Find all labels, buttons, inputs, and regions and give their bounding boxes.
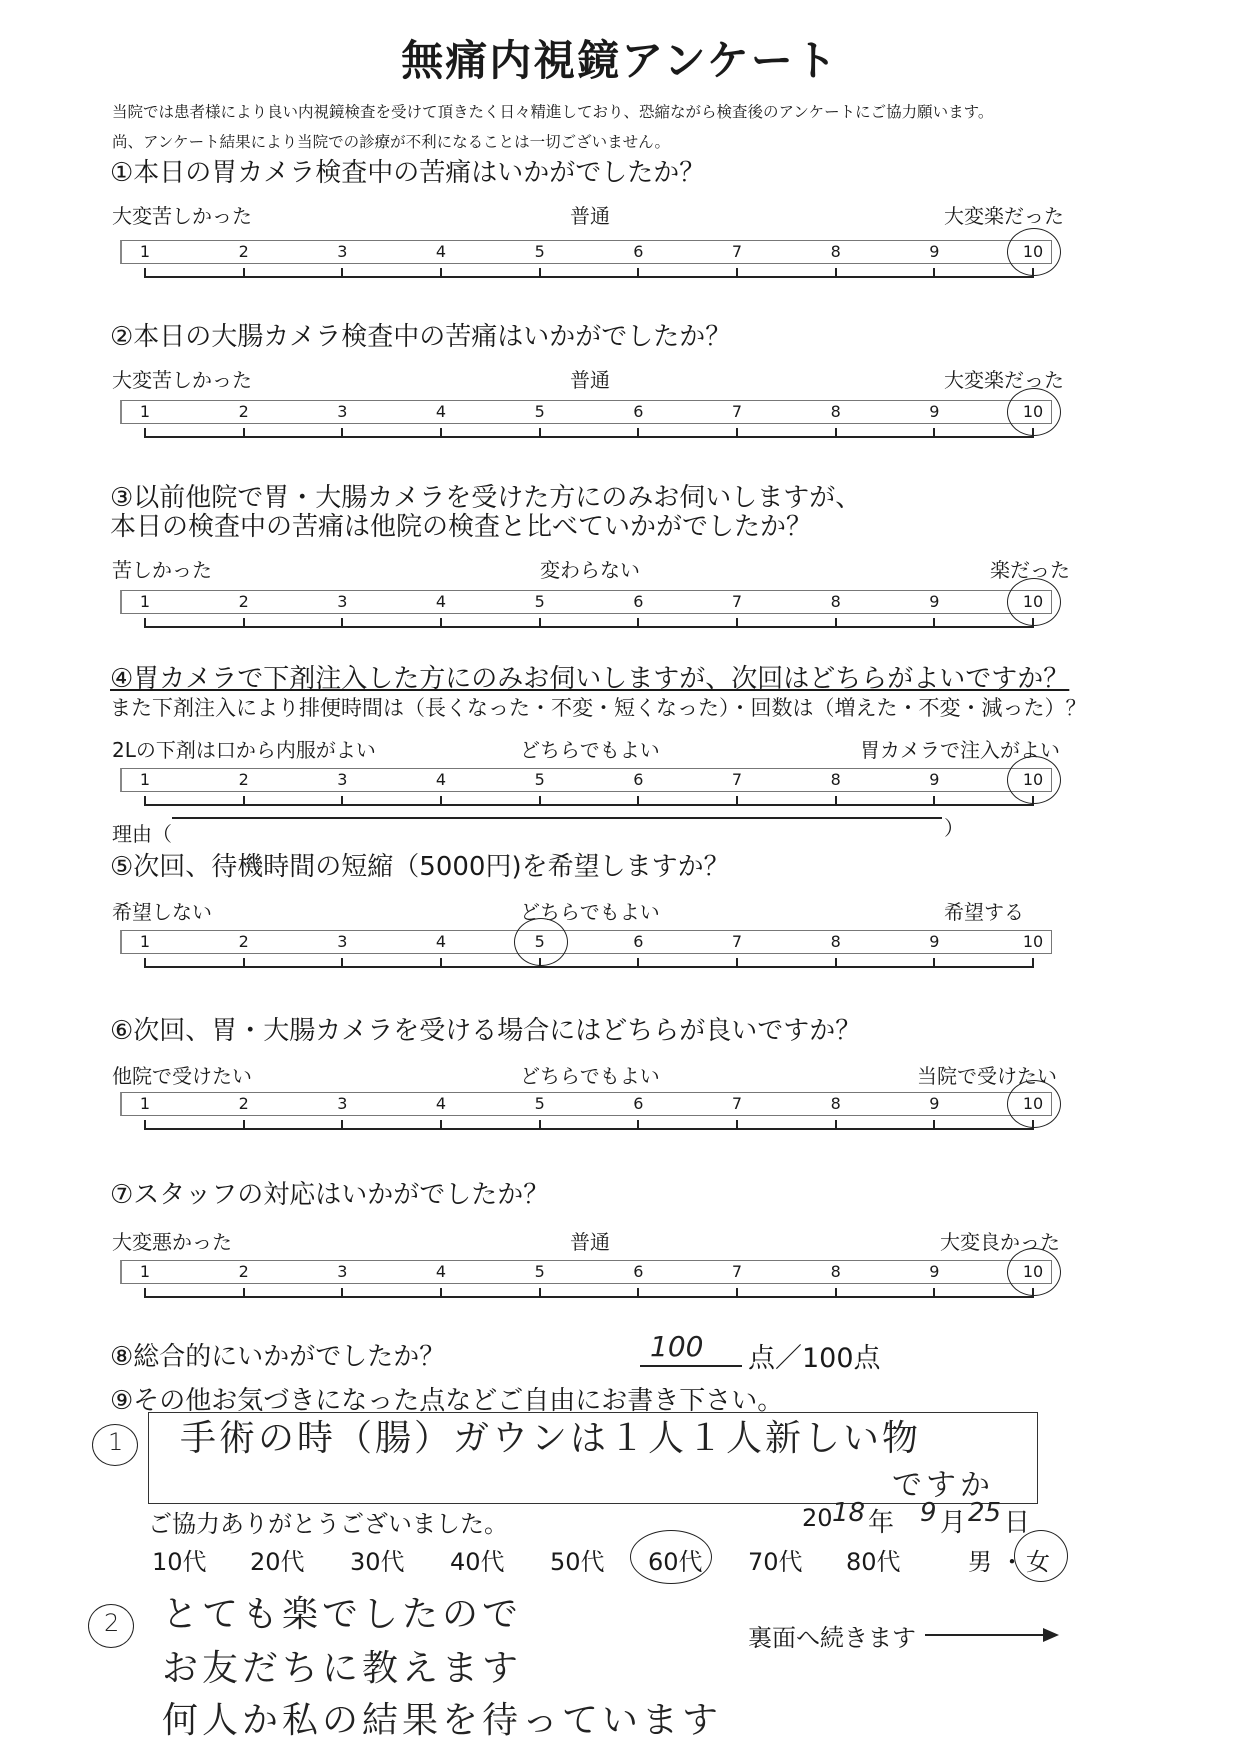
continue-arrow-line	[925, 1634, 1047, 1636]
comment-1-line-1: 手術の時（腸）ガウンは１人１人新しい物	[180, 1418, 922, 1459]
date-year-label: 年	[868, 1508, 895, 1538]
question-6: ⑥次回、胃・大腸カメラを受ける場合にはどちらが良いですか？	[110, 1016, 862, 1046]
q7-scale-number[interactable]: 6	[633, 1262, 644, 1281]
intro-line-1: 当院では患者様により良い内視鏡検査を受けて頂きたく日々精進しており、恐縮ながら検査後のアンケートにご協力願います。	[112, 103, 994, 121]
q2-scale-number[interactable]: 4	[435, 402, 447, 421]
q3-scale-number[interactable]: 9	[929, 592, 940, 611]
gender-female[interactable]: 女	[1026, 1548, 1050, 1576]
q3-label-mid: 変わらない	[540, 558, 640, 582]
ruler-baseline	[145, 436, 1033, 438]
ruler-tick	[933, 1288, 935, 1298]
ruler-tick	[243, 958, 245, 968]
question-5: ⑤次回、待機時間の短縮（5000円)を希望しますか？	[110, 852, 730, 882]
question-4-line-2: また下剤注入により排便時間は（長くなった・不変・短くなった）・回数は（増えた・不変・減った）？	[110, 696, 1087, 720]
q4-scale-ruler	[145, 804, 1033, 805]
ruler-tick	[440, 268, 442, 278]
comment-2-line-3: 何人か私の結果を待っています	[162, 1700, 723, 1741]
q1-scale-number[interactable]: 7	[731, 242, 743, 261]
ruler-tick	[440, 958, 442, 968]
q1-scale-number[interactable]: 10	[1022, 242, 1044, 261]
comment-2-line-1: とても楽でしたので	[162, 1594, 523, 1635]
ruler-tick	[144, 428, 146, 438]
q4-label-right: 胃カメラで注入がよい	[860, 738, 1060, 762]
q6-scale-number[interactable]: 9	[929, 1094, 940, 1113]
q7-scale-number[interactable]: 4	[435, 1262, 447, 1281]
q4-scale-number[interactable]: 4	[435, 770, 447, 789]
q8-score-line[interactable]	[640, 1365, 742, 1367]
ruler-tick	[243, 618, 245, 628]
q5-scale-number[interactable]: 5	[534, 932, 545, 951]
ruler-tick	[835, 618, 837, 628]
q7-scale-number[interactable]: 1	[139, 1262, 151, 1281]
q5-label-mid: どちらでもよい	[520, 900, 660, 924]
q2-label-left: 大変苦しかった	[112, 368, 252, 392]
q3-label-right: 楽だった	[990, 558, 1070, 582]
q3-label-left: 苦しかった	[112, 558, 212, 582]
q2-scale-number[interactable]: 6	[633, 402, 644, 421]
q5-scale-number[interactable]: 2	[238, 932, 249, 951]
ruler-tick	[933, 958, 935, 968]
ruler-tick	[243, 268, 245, 278]
q5-scale-number[interactable]: 8	[830, 932, 841, 951]
date-month-label: 月	[940, 1508, 967, 1538]
q3-scale-number[interactable]: 8	[830, 592, 841, 611]
q1-scale-number[interactable]: 4	[435, 242, 447, 261]
q1-label-right: 大変楽だった	[944, 204, 1064, 228]
q2-scale-number[interactable]: 7	[731, 402, 743, 421]
q5-scale-box	[120, 930, 1052, 954]
q5-scale-ruler	[145, 966, 1033, 967]
q3-scale-number[interactable]: 2	[238, 592, 249, 611]
q3-scale-number[interactable]: 3	[337, 592, 348, 611]
ruler-tick	[1032, 268, 1034, 278]
q4-answer-circle	[1007, 756, 1061, 804]
q1-scale-number[interactable]: 1	[139, 242, 151, 261]
q4-label-left: 2Lの下剤は口から内服がよい	[112, 738, 376, 762]
q2-scale-number[interactable]: 5	[534, 402, 545, 421]
ruler-tick	[144, 1120, 146, 1130]
comment-2-line-2: お友だちに教えます	[162, 1648, 523, 1689]
q7-scale-number[interactable]: 10	[1022, 1262, 1044, 1281]
q4-scale-number[interactable]: 5	[534, 770, 545, 789]
q1-scale-number[interactable]: 5	[534, 242, 545, 261]
question-9: ⑨その他お気づきになった点などご自由にお書き下さい。	[110, 1386, 784, 1416]
ruler-tick	[243, 796, 245, 806]
age-60s-circle	[630, 1530, 712, 1584]
question-3-line-2: 本日の検査中の苦痛は他院の検査と比べていかがでしたか？	[110, 512, 813, 542]
question-7: ⑦スタッフの対応はいかがでしたか？	[110, 1180, 550, 1210]
q4-scale-number[interactable]: 10	[1022, 770, 1044, 789]
intro-line-2: 尚、アンケート結果により当院での診療が不利になることは一切ございません。	[112, 133, 671, 151]
age-40s[interactable]: 40代	[450, 1548, 505, 1576]
q7-answer-circle	[1007, 1248, 1061, 1296]
ruler-baseline	[145, 804, 1033, 806]
ruler-tick	[144, 1288, 146, 1298]
q7-scale-number[interactable]: 2	[238, 1262, 249, 1281]
age-50s[interactable]: 50代	[550, 1548, 605, 1576]
q6-scale-number[interactable]: 8	[830, 1094, 841, 1113]
age-10s[interactable]: 10代	[152, 1548, 207, 1576]
q8-score-handwritten: 100	[650, 1330, 704, 1363]
q1-scale-box	[120, 240, 1052, 264]
q2-scale-number[interactable]: 2	[238, 402, 249, 421]
ruler-tick	[144, 958, 146, 968]
ruler-tick	[440, 1288, 442, 1298]
q2-scale-number[interactable]: 9	[929, 402, 940, 421]
ruler-tick	[736, 1120, 738, 1130]
ruler-tick	[637, 618, 639, 628]
ruler-tick	[736, 1288, 738, 1298]
date-month-handwritten: 9	[920, 1498, 937, 1528]
ruler-tick	[835, 796, 837, 806]
q4-scale-number[interactable]: 6	[633, 770, 644, 789]
q5-label-right: 希望する	[944, 900, 1024, 924]
q2-label-mid: 普通	[570, 368, 610, 392]
ruler-tick	[933, 618, 935, 628]
ruler-tick	[933, 268, 935, 278]
q6-scale-number[interactable]: 1	[139, 1094, 151, 1113]
q7-label-left: 大変悪かった	[112, 1230, 232, 1254]
age-80s[interactable]: 80代	[846, 1548, 901, 1576]
ruler-tick	[440, 618, 442, 628]
question-1: ①本日の胃カメラ検査中の苦痛はいかがでしたか？	[110, 158, 706, 188]
q6-label-right: 当院で受けたい	[917, 1064, 1057, 1088]
q6-answer-circle	[1007, 1080, 1061, 1128]
q2-label-right: 大変楽だった	[944, 368, 1064, 392]
age-30s[interactable]: 30代	[350, 1548, 405, 1576]
ruler-tick	[1032, 958, 1034, 968]
ruler-tick	[539, 796, 541, 806]
q5-scale-number[interactable]: 3	[337, 932, 348, 951]
q3-scale-number[interactable]: 5	[534, 592, 545, 611]
ruler-tick	[637, 1120, 639, 1130]
ruler-tick	[539, 1120, 541, 1130]
q7-scale-number[interactable]: 3	[337, 1262, 348, 1281]
ruler-tick	[440, 1120, 442, 1130]
comment-2-marker: 2	[104, 1609, 120, 1637]
ruler-tick	[440, 428, 442, 438]
q4-reason-close: ）	[944, 816, 964, 840]
q4-scale-box	[120, 768, 1052, 792]
ruler-tick	[736, 958, 738, 968]
q6-scale-number[interactable]: 4	[435, 1094, 447, 1113]
ruler-tick	[736, 428, 738, 438]
q1-scale-number[interactable]: 6	[633, 242, 644, 261]
q3-scale-box	[120, 590, 1052, 614]
ruler-tick	[539, 958, 541, 968]
q6-scale-number[interactable]: 10	[1022, 1094, 1044, 1113]
q6-scale-number[interactable]: 6	[633, 1094, 644, 1113]
ruler-tick	[539, 618, 541, 628]
q4-scale-number[interactable]: 1	[139, 770, 151, 789]
ruler-tick	[243, 1120, 245, 1130]
q6-scale-number[interactable]: 2	[238, 1094, 249, 1113]
q3-scale-number[interactable]: 1	[139, 592, 151, 611]
ruler-tick	[341, 958, 343, 968]
date-day-handwritten: 25	[968, 1498, 1002, 1528]
q7-scale-number[interactable]: 8	[830, 1262, 841, 1281]
q2-scale-box	[120, 400, 1052, 424]
q5-scale-number[interactable]: 4	[435, 932, 447, 951]
q1-scale-number[interactable]: 2	[238, 242, 249, 261]
ruler-tick	[341, 618, 343, 628]
question-8: ⑧総合的にいかがでしたか？	[110, 1342, 446, 1372]
ruler-tick	[341, 1120, 343, 1130]
q2-scale-number[interactable]: 10	[1022, 402, 1044, 421]
ruler-tick	[835, 428, 837, 438]
date-year-handwritten: 18	[832, 1498, 866, 1528]
ruler-tick	[243, 428, 245, 438]
q5-scale-number[interactable]: 1	[139, 932, 151, 951]
ruler-tick	[933, 428, 935, 438]
ruler-tick	[341, 428, 343, 438]
q4-scale-number[interactable]: 9	[929, 770, 940, 789]
q3-answer-circle	[1007, 578, 1061, 626]
ruler-tick	[835, 268, 837, 278]
ruler-tick	[637, 268, 639, 278]
ruler-tick	[736, 268, 738, 278]
q7-scale-number[interactable]: 9	[929, 1262, 940, 1281]
ruler-tick	[637, 1288, 639, 1298]
q7-scale-number[interactable]: 5	[534, 1262, 545, 1281]
q8-suffix: 点／100点	[748, 1343, 881, 1374]
ruler-tick	[144, 796, 146, 806]
ruler-tick	[1032, 428, 1034, 438]
question-4-line-1: ④胃カメラで下剤注入した方にのみお伺いしますが、次回はどちらがよいですか？	[110, 664, 1070, 694]
q4-scale-number[interactable]: 8	[830, 770, 841, 789]
q3-scale-number[interactable]: 10	[1022, 592, 1044, 611]
q3-scale-ruler	[145, 626, 1033, 627]
ruler-tick	[144, 618, 146, 628]
q6-label-left: 他院で受けたい	[112, 1064, 252, 1088]
continue-arrow-icon	[1043, 1628, 1059, 1642]
q5-answer-circle	[514, 918, 568, 966]
age-70s[interactable]: 70代	[748, 1548, 803, 1576]
ruler-tick	[736, 796, 738, 806]
q2-scale-number[interactable]: 8	[830, 402, 841, 421]
age-60s[interactable]: 60代	[648, 1548, 703, 1576]
ruler-baseline	[145, 966, 1033, 968]
ruler-tick	[539, 1288, 541, 1298]
ruler-tick	[440, 796, 442, 806]
q7-scale-ruler	[145, 1296, 1033, 1297]
q4-scale-number[interactable]: 2	[238, 770, 249, 789]
q1-scale-ruler	[145, 276, 1033, 277]
q5-scale-number[interactable]: 6	[633, 932, 644, 951]
q2-scale-number[interactable]: 3	[337, 402, 348, 421]
q6-scale-number[interactable]: 5	[534, 1094, 545, 1113]
q5-scale-number[interactable]: 10	[1022, 932, 1044, 951]
continue-label: 裏面へ続きます	[748, 1624, 916, 1652]
ruler-tick	[1032, 1120, 1034, 1130]
ruler-tick	[1032, 618, 1034, 628]
q1-label-mid: 普通	[570, 204, 610, 228]
ruler-tick	[933, 1120, 935, 1130]
ruler-tick	[539, 428, 541, 438]
q4-reason-label: 理由（	[112, 822, 172, 846]
q4-label-mid: どちらでもよい	[520, 738, 660, 762]
q3-scale-number[interactable]: 6	[633, 592, 644, 611]
q2-scale-ruler	[145, 436, 1033, 437]
q4-scale-number[interactable]: 7	[731, 770, 743, 789]
question-3-line-1: ③以前他院で胃・大腸カメラを受けた方にのみお伺いしますが、	[110, 483, 862, 513]
ruler-tick	[144, 268, 146, 278]
ruler-tick	[341, 796, 343, 806]
ruler-tick	[736, 618, 738, 628]
comment-1-marker: 1	[108, 1428, 124, 1456]
gender-male[interactable]: 男	[968, 1548, 992, 1576]
ruler-baseline	[145, 276, 1033, 278]
ruler-tick	[243, 1288, 245, 1298]
q5-scale-number[interactable]: 9	[929, 932, 940, 951]
ruler-tick	[835, 958, 837, 968]
question-2: ②本日の大腸カメラ検査中の苦痛はいかがでしたか？	[110, 322, 732, 352]
q6-label-mid: どちらでもよい	[520, 1064, 660, 1088]
q7-scale-number[interactable]: 7	[731, 1262, 743, 1281]
q6-scale-box	[120, 1092, 1052, 1116]
page-title: 無痛内視鏡アンケート	[401, 36, 839, 85]
ruler-tick	[341, 1288, 343, 1298]
q1-scale-number[interactable]: 9	[929, 242, 940, 261]
q1-answer-circle	[1007, 228, 1061, 276]
ruler-tick	[539, 268, 541, 278]
q5-label-left: 希望しない	[112, 900, 212, 924]
q7-label-right: 大変良かった	[940, 1230, 1060, 1254]
ruler-tick	[835, 1120, 837, 1130]
ruler-tick	[1032, 1288, 1034, 1298]
q1-scale-number[interactable]: 8	[830, 242, 841, 261]
q1-scale-number[interactable]: 3	[337, 242, 348, 261]
age-20s[interactable]: 20代	[250, 1548, 305, 1576]
ruler-tick	[1032, 796, 1034, 806]
date-year-prefix: 20	[802, 1504, 833, 1532]
q3-scale-number[interactable]: 7	[731, 592, 743, 611]
q6-scale-number[interactable]: 3	[337, 1094, 348, 1113]
ruler-baseline	[145, 1128, 1033, 1130]
q5-scale-number[interactable]: 7	[731, 932, 743, 951]
q2-scale-number[interactable]: 1	[139, 402, 151, 421]
q7-scale-box	[120, 1260, 1052, 1284]
comment-1-line-2: ですか	[892, 1468, 994, 1503]
ruler-tick	[933, 796, 935, 806]
date-day-label: 日	[1004, 1508, 1031, 1538]
q4-scale-number[interactable]: 3	[337, 770, 348, 789]
ruler-baseline	[145, 1296, 1033, 1298]
q6-scale-number[interactable]: 7	[731, 1094, 743, 1113]
ruler-tick	[637, 958, 639, 968]
q6-scale-ruler	[145, 1128, 1033, 1129]
q4-reason-line[interactable]	[172, 817, 942, 819]
ruler-tick	[637, 428, 639, 438]
gender-separator: ・	[1000, 1548, 1024, 1576]
q2-answer-circle	[1007, 388, 1061, 436]
ruler-tick	[637, 796, 639, 806]
q7-label-mid: 普通	[570, 1230, 610, 1254]
gender-female-circle	[1014, 1530, 1068, 1582]
q1-label-left: 大変苦しかった	[112, 204, 252, 228]
ruler-baseline	[145, 626, 1033, 628]
ruler-tick	[835, 1288, 837, 1298]
ruler-tick	[341, 268, 343, 278]
thanks-text: ご協力ありがとうございました。	[148, 1510, 508, 1538]
q3-scale-number[interactable]: 4	[435, 592, 447, 611]
